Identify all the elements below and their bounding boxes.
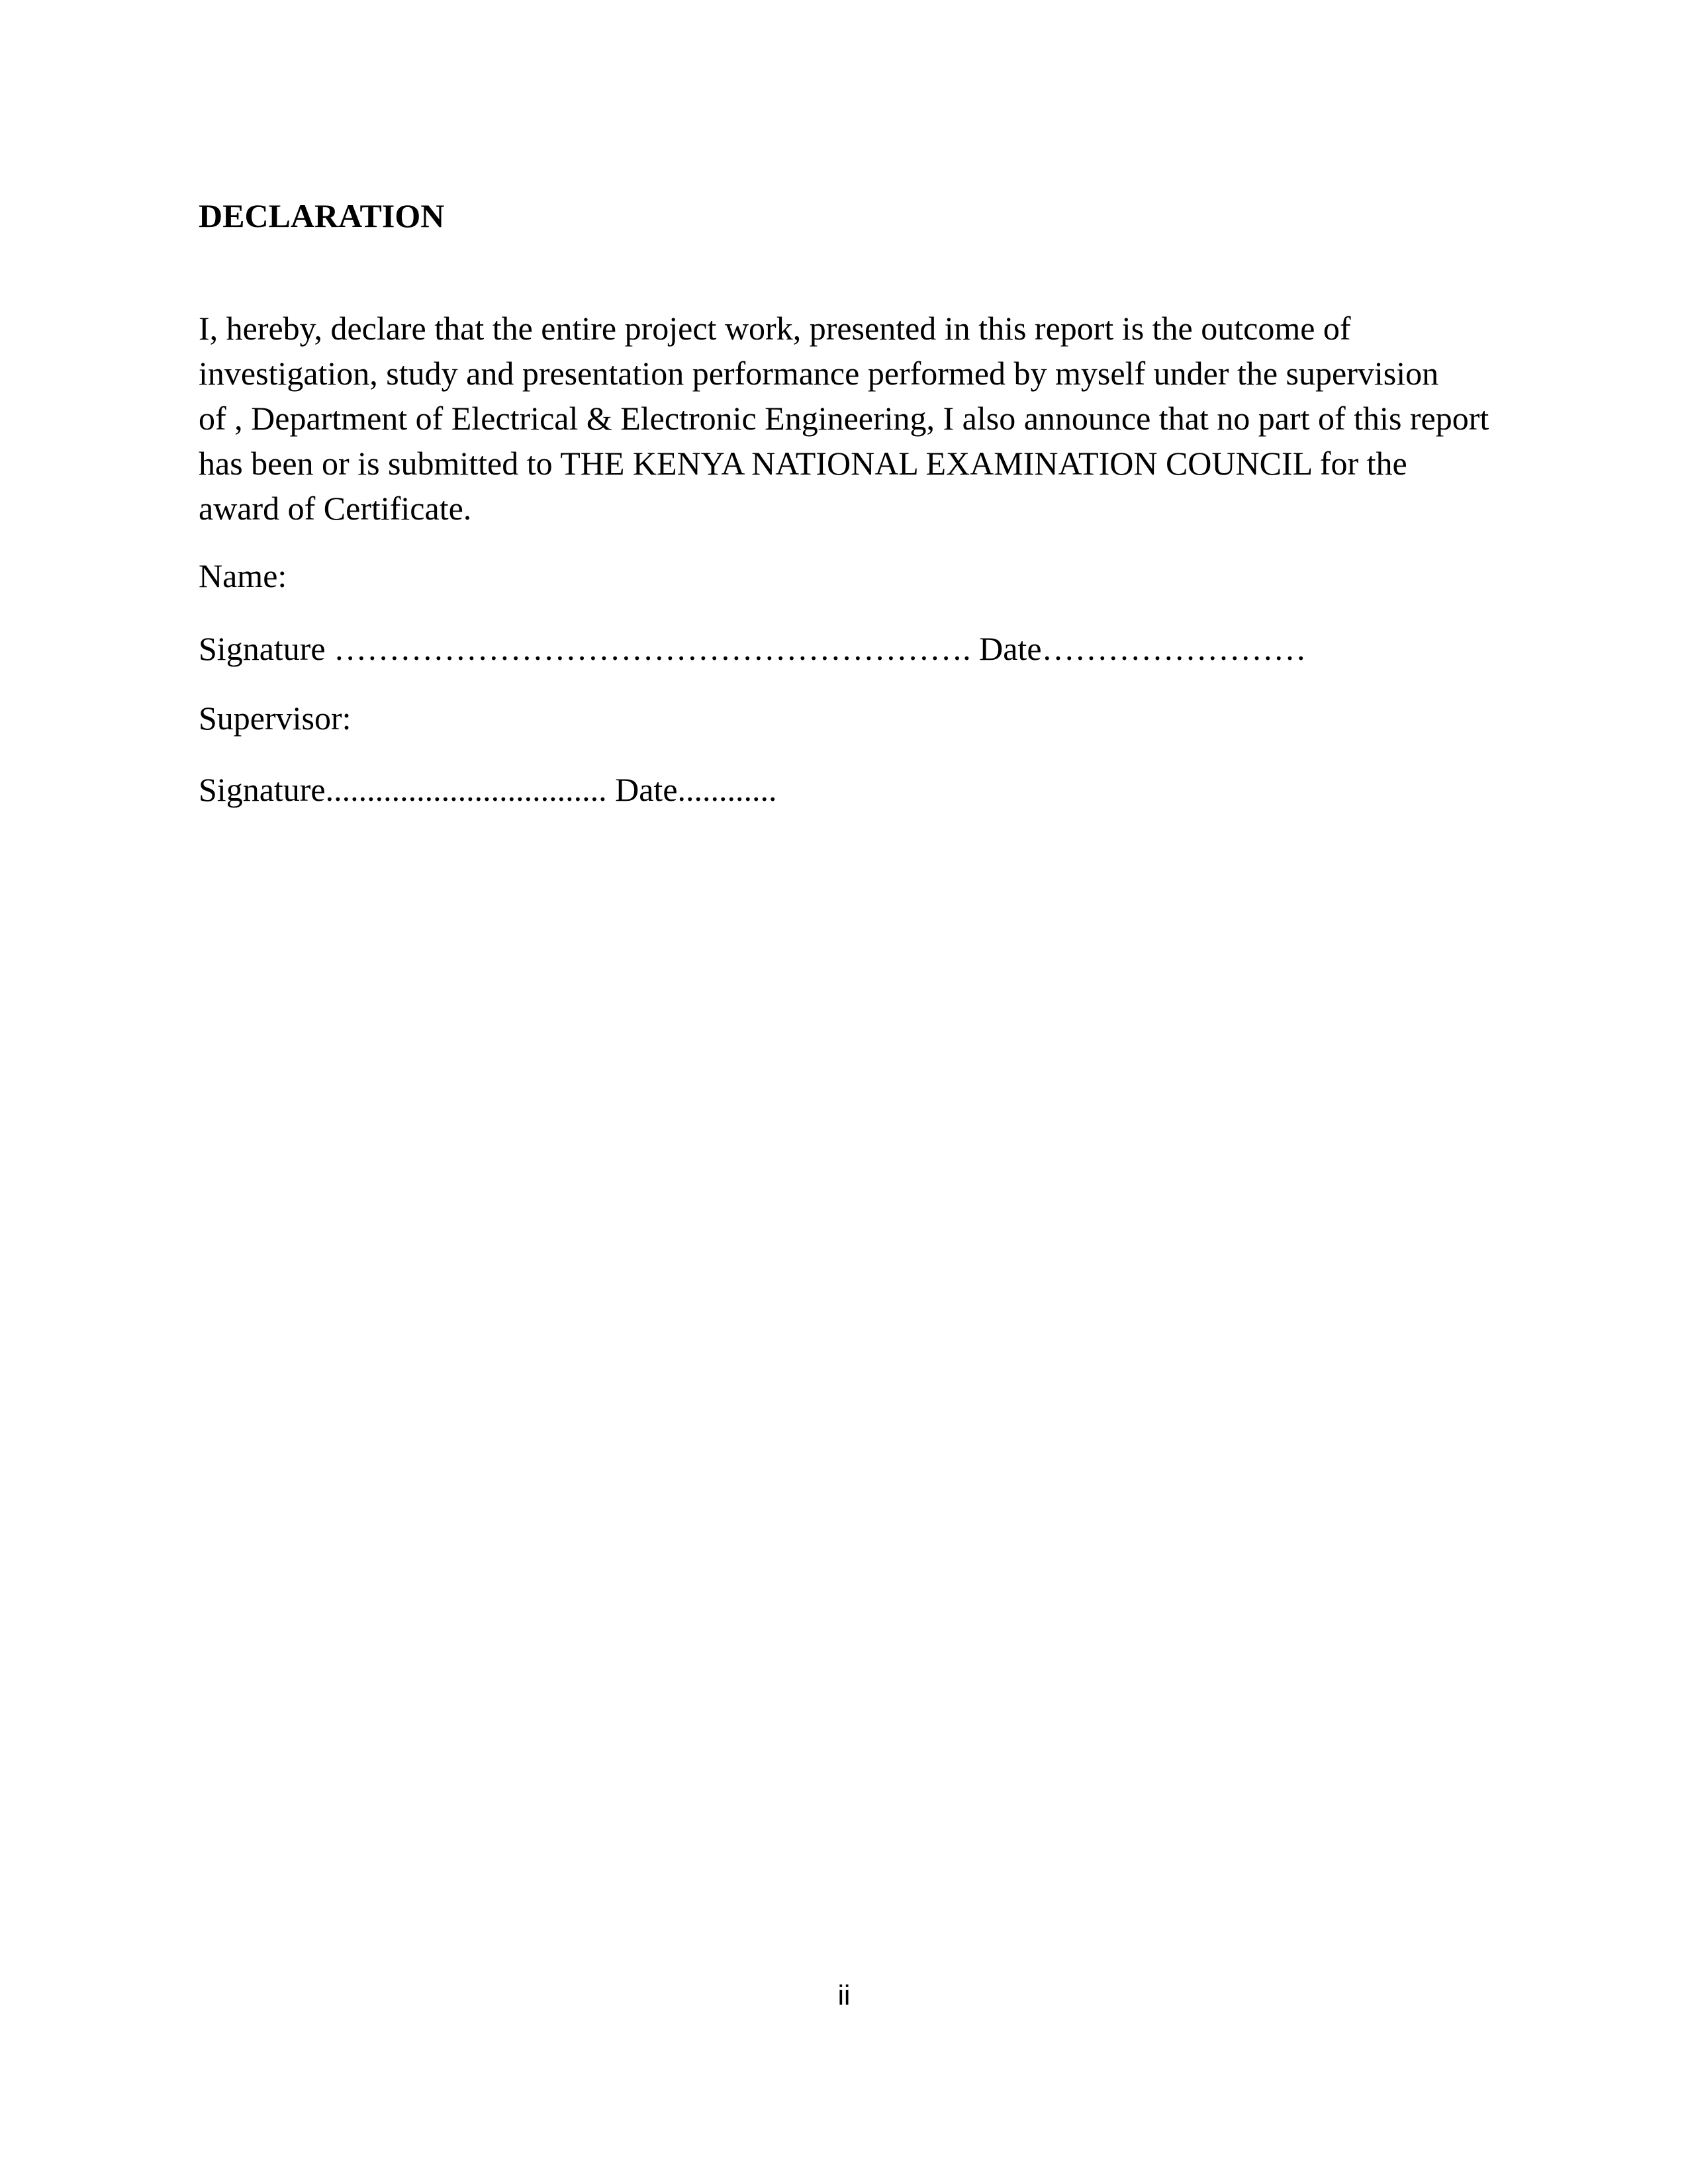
supervisor-label: Supervisor: <box>199 700 352 737</box>
supervisor-signature-date-line: Signature.................................. Date............ <box>199 771 777 808</box>
paragraph-line-3: of , Department of Electrical & Electronic Engineering, I also announce that no part of this report <box>199 400 1489 437</box>
paragraph-line-5: award of Certificate. <box>199 490 472 527</box>
name-label: Name: <box>199 557 287 594</box>
student-signature-date-line: Signature …………………………………………………. Date…………………… <box>199 630 1307 667</box>
paragraph-line-4: has been or is submitted to THE KENYA NATIONAL EXAMINATION COUNCIL for the <box>199 445 1407 482</box>
paragraph-line-1: I, hereby, declare that the entire project work, presented in this report is the outcome of <box>199 310 1351 347</box>
page-title: DECLARATION <box>199 197 445 234</box>
paragraph-line-2: investigation, study and presentation performance performed by myself under the supervision <box>199 355 1439 392</box>
page-number: ii <box>837 1979 851 2011</box>
declaration-paragraph <box>199 306 1516 531</box>
